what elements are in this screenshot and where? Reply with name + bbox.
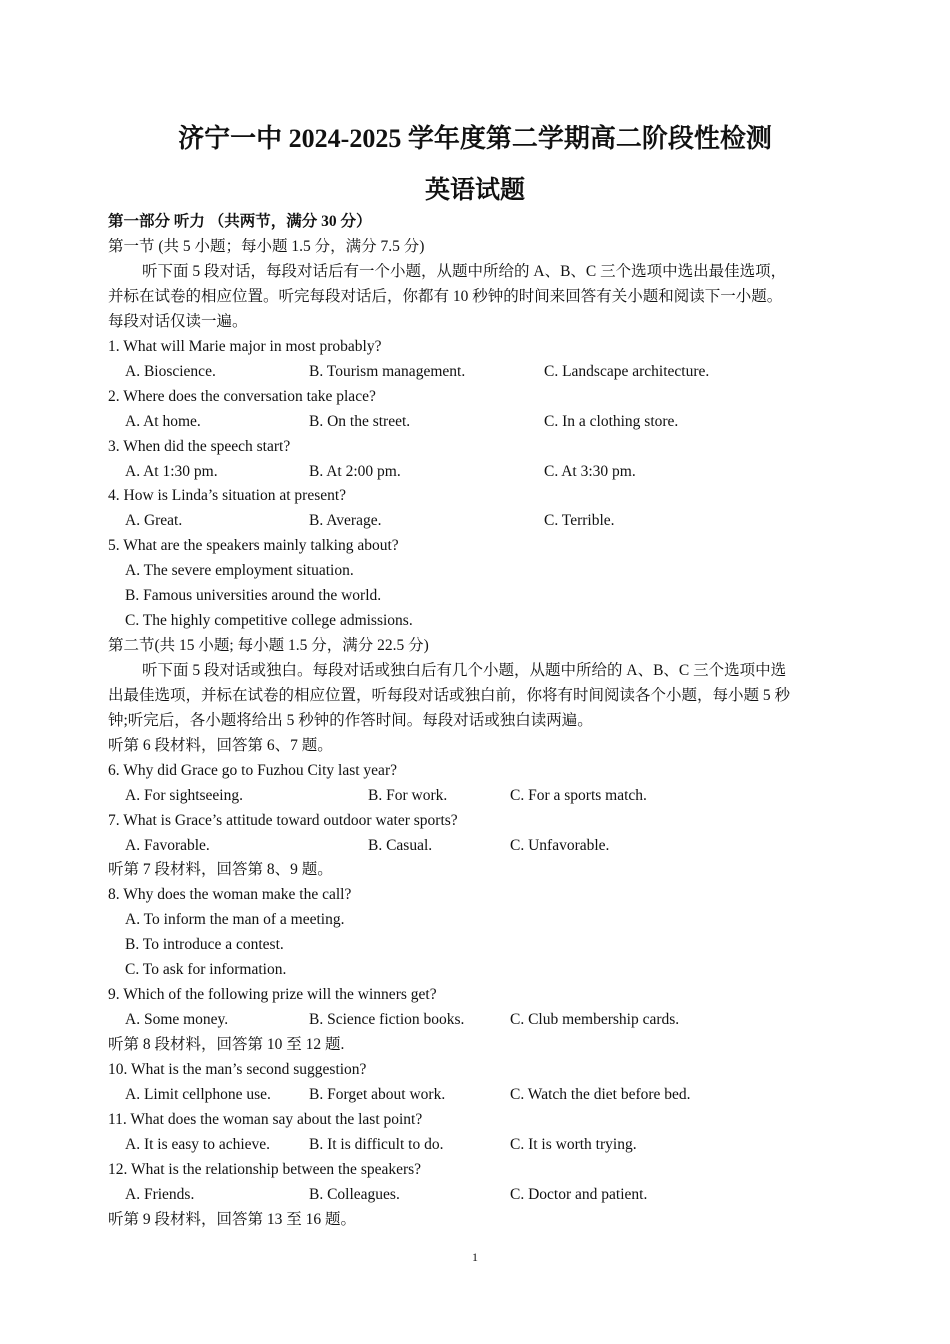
- option-a: A. Limit cellphone use.: [125, 1086, 271, 1103]
- option-c: C. Doctor and patient.: [510, 1186, 648, 1203]
- option-a: A. Some money.: [125, 1011, 229, 1028]
- option-c: C. Terrible.: [544, 512, 615, 529]
- option-c: C. Landscape architecture.: [544, 363, 710, 380]
- option-b: B. For work.: [368, 787, 448, 804]
- question-stem: 9. Which of the following prize will the winners get?: [108, 986, 437, 1003]
- option-b: B. Tourism management.: [309, 363, 466, 380]
- question-stem: 7. What is Grace’s attitude toward outdoor water sports?: [108, 812, 458, 829]
- option-a: A. Great.: [125, 512, 183, 529]
- section1-heading: 第一节 (共 5 小题；每小题 1.5 分，满分 7.5 分): [108, 238, 425, 255]
- option-b: B. On the street.: [309, 413, 411, 430]
- question-stem: 2. Where does the conversation take place?: [108, 388, 376, 405]
- option-a: A. For sightseeing.: [125, 787, 243, 804]
- material-note: 听第 8 段材料，回答第 10 至 12 题.: [108, 1036, 345, 1053]
- option-b: B. Casual.: [368, 837, 433, 854]
- option-a: A. It is easy to achieve.: [125, 1136, 271, 1153]
- question-stem: 8. Why does the woman make the call?: [108, 886, 352, 903]
- option-a: A. The severe employment situation.: [125, 562, 354, 579]
- option-c: C. Club membership cards.: [510, 1011, 680, 1028]
- section2-instruction-line: 出最佳选项，并标在试卷的相应位置，听每段对话或独白前，你将有时间阅读各个小题，每小题 5 秒: [108, 687, 791, 704]
- option-b: B. Forget about work.: [309, 1086, 446, 1103]
- option-c: C. Unfavorable.: [510, 837, 610, 854]
- option-c: C. Watch the diet before bed.: [510, 1086, 691, 1103]
- material-note: 听第 7 段材料，回答第 8、9 题。: [108, 861, 333, 878]
- option-b: B. At 2:00 pm.: [309, 463, 401, 480]
- section1-instruction-line: 每段对话仅读一遍。: [108, 313, 248, 330]
- section2-heading: 第二节(共 15 小题; 每小题 1.5 分，满分 22.5 分): [108, 637, 429, 654]
- question-stem: 4. How is Linda’s situation at present?: [108, 487, 347, 504]
- question-stem: 5. What are the speakers mainly talking about?: [108, 537, 399, 554]
- exam-subtitle: 英语试题: [424, 177, 525, 204]
- option-a: A. Bioscience.: [125, 363, 216, 380]
- option-c: C. At 3:30 pm.: [544, 463, 636, 480]
- option-c: C. In a clothing store.: [544, 413, 679, 430]
- option-a: A. Friends.: [125, 1186, 195, 1203]
- question-stem: 12. What is the relationship between the speakers?: [108, 1161, 422, 1178]
- question-stem: 11. What does the woman say about the last point?: [108, 1111, 423, 1128]
- option-b: B. Famous universities around the world.: [125, 587, 382, 604]
- option-a: A. To inform the man of a meeting.: [125, 911, 345, 928]
- section2-instruction-line: 听下面 5 段对话或独白。每段对话或独白后有几个小题，从题中所给的 A、B、C 三个选项中选: [142, 662, 787, 679]
- option-a: A. Favorable.: [125, 837, 210, 854]
- question-stem: 6. Why did Grace go to Fuzhou City last year?: [108, 762, 397, 779]
- material-note: 听第 6 段材料，回答第 6、7 题。: [108, 737, 333, 754]
- option-c: C. The highly competitive college admissions.: [125, 612, 413, 629]
- option-b: B. Average.: [309, 512, 382, 529]
- question-stem: 3. When did the speech start?: [108, 438, 291, 455]
- question-stem: 10. What is the man’s second suggestion?: [108, 1061, 367, 1078]
- option-a: A. At home.: [125, 413, 201, 430]
- material-note: 听第 9 段材料，回答第 13 至 16 题。: [108, 1211, 357, 1228]
- section1-instruction-line: 听下面 5 段对话，每段对话后有一个小题，从题中所给的 A、B、C 三个选项中选出最佳选项，: [142, 263, 787, 280]
- option-b: B. Science fiction books.: [309, 1011, 465, 1028]
- option-b: B. Colleagues.: [309, 1186, 400, 1203]
- option-a: A. At 1:30 pm.: [125, 463, 218, 480]
- page-number: 1: [472, 1250, 478, 1264]
- option-c: C. It is worth trying.: [510, 1136, 637, 1153]
- option-b: B. To introduce a contest.: [125, 936, 284, 953]
- question-stem: 1. What will Marie major in most probably?: [108, 338, 382, 355]
- section2-instruction-line: 钟;听完后，各小题将给出 5 秒钟的作答时间。每段对话或独白读两遍。: [108, 712, 593, 729]
- section1-instruction-line: 并标在试卷的相应位置。听完每段对话后，你都有 10 秒钟的时间来回答有关小题和阅读下一小题。: [108, 288, 783, 305]
- part1-heading: 第一部分 听力 （共两节，满分 30 分）: [108, 213, 372, 230]
- option-c: C. To ask for information.: [125, 961, 287, 978]
- option-c: C. For a sports match.: [510, 787, 647, 804]
- exam-title: 济宁一中 2024-2025 学年度第二学期高二阶段性检测: [178, 124, 772, 153]
- option-b: B. It is difficult to do.: [309, 1136, 444, 1153]
